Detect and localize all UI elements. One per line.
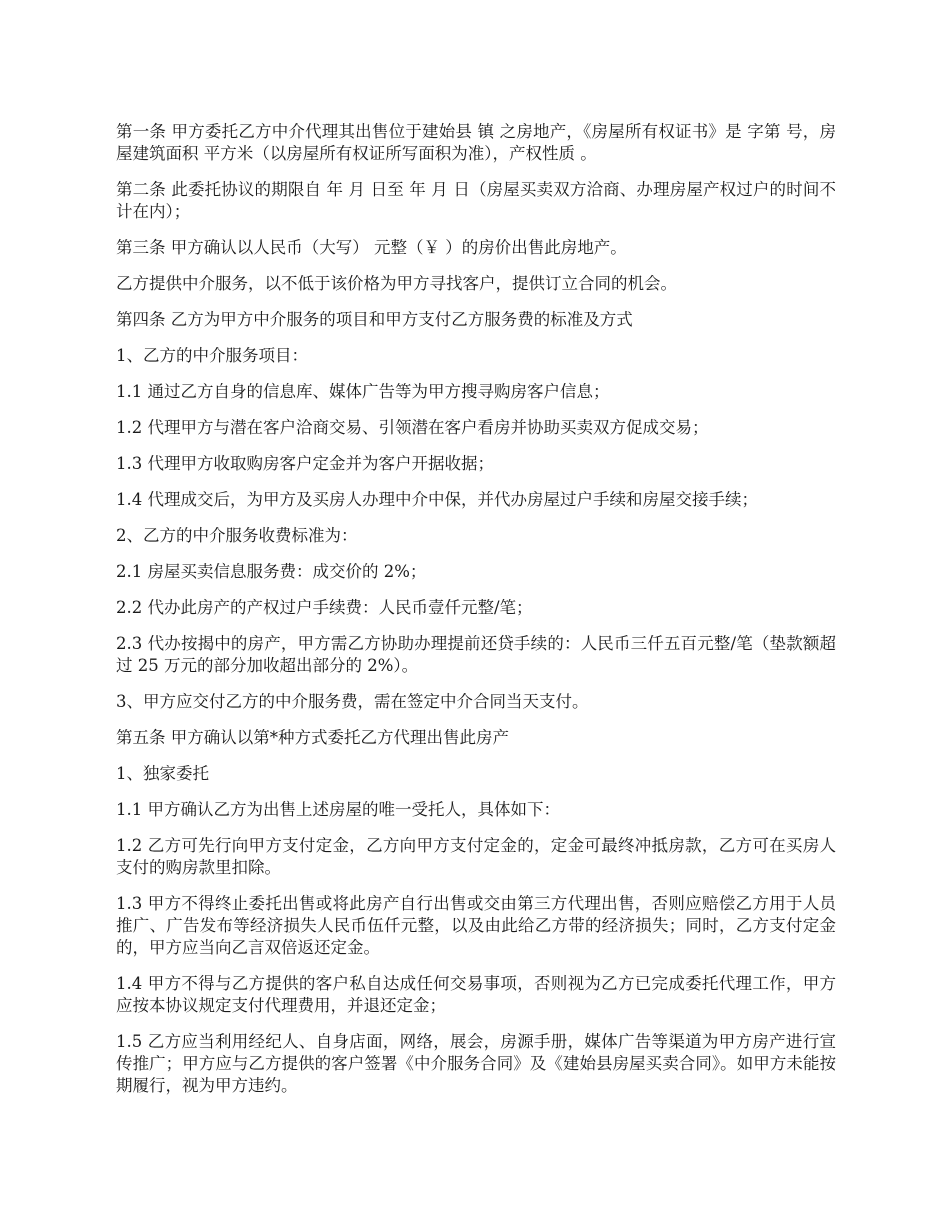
clause-4-item-2-1: 2.1 房屋买卖信息服务费：成交价的 2%； <box>116 562 427 581</box>
clause-4-item-2-2: 2.2 代办此房产的产权过户手续费：人民币壹仟元整/笔； <box>116 598 533 617</box>
clause-4-heading: 第四条 乙方为甲方中介服务的项目和甲方支付乙方服务费的标准及方式 <box>116 310 633 329</box>
clause-5-heading: 第五条 甲方确认以第*种方式委托乙方代理出售此房产 <box>116 728 509 747</box>
clause-4-item-1-4: 1.4 代理成交后，为甲方及买房人办理中介中保，并代办房屋过户手续和房屋交接手续； <box>116 490 758 509</box>
clause-3: 第三条 甲方确认以人民币（大写） 元整（￥ ）的房价出售此房地产。 <box>116 238 627 257</box>
clause-2: 第二条 此委托协议的期限自 年 月 日至 年 月 日（房屋买卖双方洽商、办理房屋产权过户的时间不计在内）； <box>116 180 836 221</box>
clause-4-item-1-3: 1.3 代理甲方收取购房客户定金并为客户开据收据； <box>116 454 494 473</box>
clause-4-item-2-3: 2.3 代办按揭中的房产，甲方需乙方协助办理提前还贷手续的：人民币三仟五百元整/笔（垫款额超过 25 万元的部分加收超出部分的 2%）。 <box>116 634 836 675</box>
clause-4-item-3: 3、甲方应交付乙方的中介服务费，需在签定中介合同当天支付。 <box>116 692 589 711</box>
clause-5-item-1-4: 1.4 甲方不得与乙方提供的客户私自达成任何交易事项，否则视为乙方已完成委托代理工作，甲方应按本协议规定支付代理费用，并退还定金； <box>116 974 836 1015</box>
clause-4-item-1-1: 1.1 通过乙方自身的信息库、媒体广告等为甲方搜寻购房客户信息； <box>116 382 610 401</box>
clause-4-item-1-2: 1.2 代理甲方与潜在客户洽商交易、引领潜在客户看房并协助买卖双方促成交易； <box>116 418 709 437</box>
clause-3-service: 乙方提供中介服务，以不低于该价格为甲方寻找客户，提供订立合同的机会。 <box>116 274 677 293</box>
clause-4-item-1: 1、乙方的中介服务项目： <box>116 346 308 365</box>
clause-5-item-1: 1、独家委托 <box>116 764 209 783</box>
clause-5-item-1-1: 1.1 甲方确认乙方为出售上述房屋的唯一受托人，具体如下： <box>116 800 560 819</box>
clause-4-item-2: 2、乙方的中介服务收费标准为： <box>116 526 358 545</box>
clause-5-item-1-3: 1.3 甲方不得终止委托出售或将此房产自行出售或交由第三方代理出售，否则应赔偿乙方用于人员推广、广告发布等经济损失人民币伍仟元整，以及由此给乙方带的经济损失；同时，乙方支付定金的，甲方应当向乙言双倍返还定金。 <box>116 894 836 957</box>
clause-5-item-1-5: 1.5 乙方应当利用经纪人、自身店面，网络，展会，房源手册，媒体广告等渠道为甲方房产进行宣传推广；甲方应与乙方提供的客户签署《中介服务合同》及《建始县房屋买卖合同》。如甲方未能按期履行，视为甲方违约。 <box>116 1032 836 1095</box>
clause-1: 第一条 甲方委托乙方中介代理其出售位于建始县 镇 之房地产，《房屋所有权证书》是 字第 号，房屋建筑面积 平方米（以房屋所有权证所写面积为准），产权性质 。 <box>116 122 836 163</box>
document-body <box>116 121 836 1111</box>
clause-5-item-1-2: 1.2 乙方可先行向甲方支付定金，乙方向甲方支付定金的，定金可最终冲抵房款，乙方可在买房人支付的购房款里扣除。 <box>116 836 836 877</box>
